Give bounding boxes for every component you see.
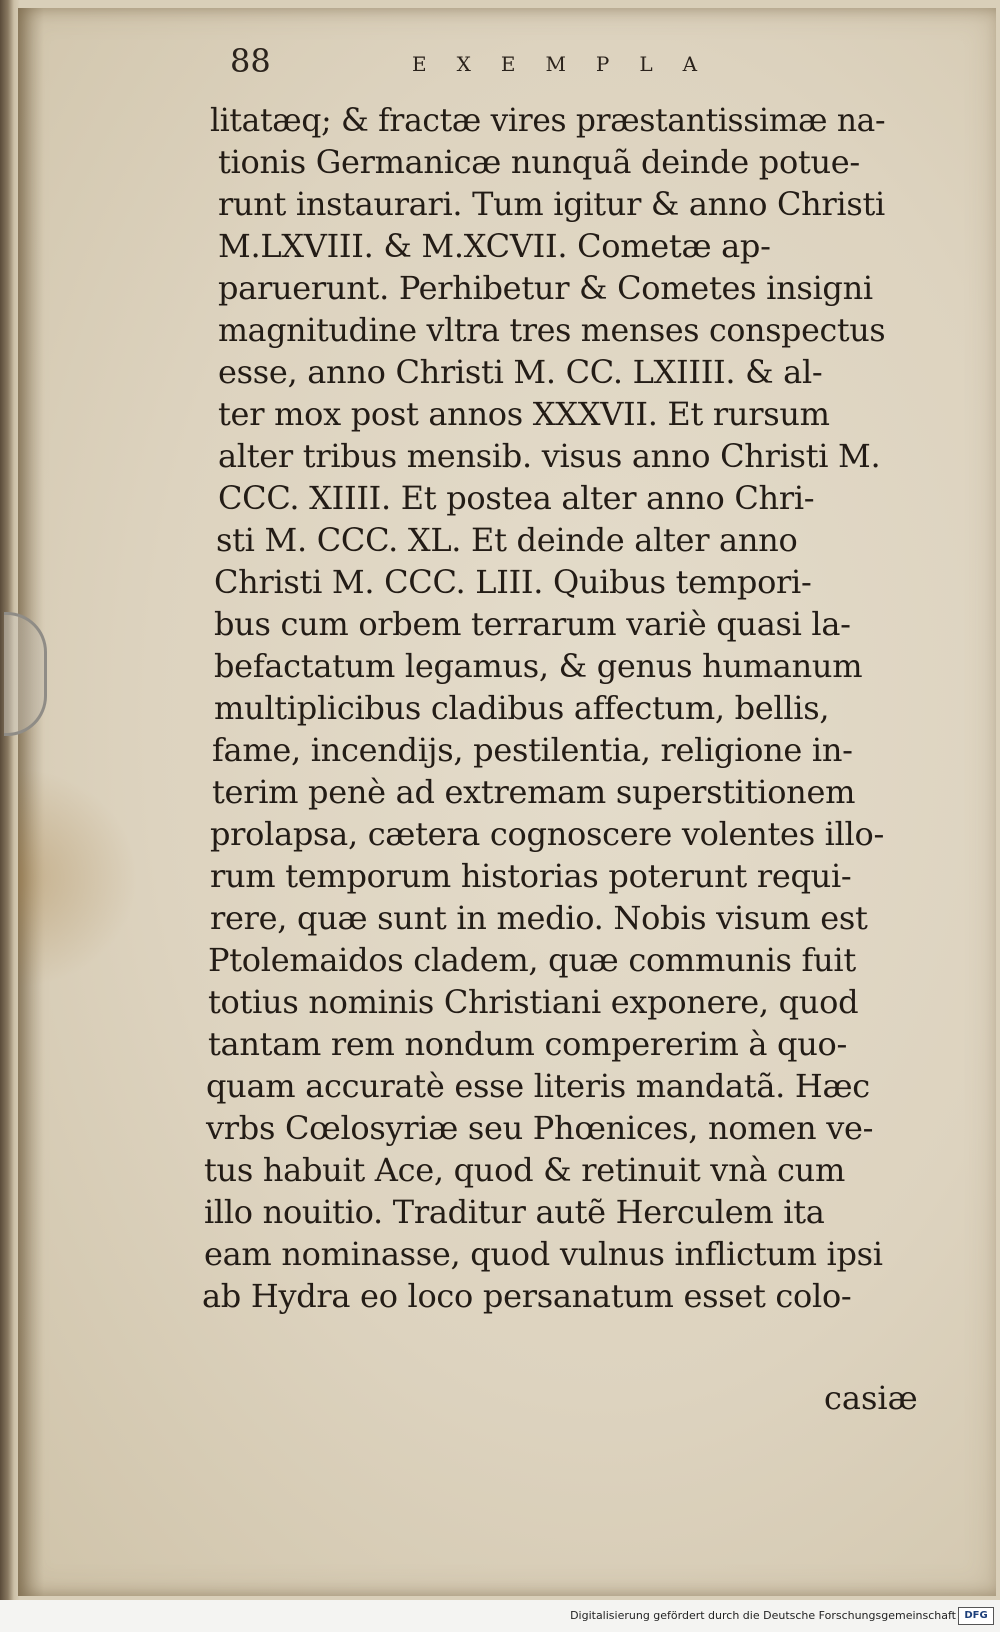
text-line: vrbs Cœlosyriæ seu Phœnices, nomen ve- (206, 1109, 874, 1147)
text-line: tionis Germanicæ nunquã deinde potue- (218, 143, 860, 181)
text-line: totius nominis Christiani exponere, quod (208, 983, 859, 1021)
text-line: rere, quæ sunt in medio. Nobis visum est (210, 899, 868, 937)
text-line: multiplicibus cladibus affectum, bellis, (214, 689, 830, 727)
text-line: runt instaurari. Tum igitur & anno Christi (218, 185, 885, 223)
text-line: magnitudine vltra tres menses conspectus (218, 311, 886, 349)
page-number: 88 (230, 42, 271, 80)
text-line: esse, anno Christi M. CC. LXIIII. & al- (218, 353, 823, 391)
text-line: Ptolemaidos cladem, quæ communis fuit (208, 941, 856, 979)
text-line: bus cum orbem terrarum variè quasi la- (214, 605, 851, 643)
running-title: EXEMPLA (412, 52, 728, 76)
text-line: CCC. XIIII. Et postea alter anno Chri- (218, 479, 815, 517)
text-line: prolapsa, cætera cognoscere volentes illo- (210, 815, 884, 853)
dfg-logo: DFG (958, 1607, 994, 1625)
text-line: ter mox post annos XXXVII. Et rursum (218, 395, 830, 433)
text-line: terim penè ad extremam superstitionem (212, 773, 856, 811)
text-line: eam nominasse, quod vulnus inflictum ipsi (204, 1235, 883, 1273)
text-line: quam accuratè esse literis mandatã. Hæc (206, 1067, 870, 1105)
text-line: fame, incendijs, pestilentia, religione in- (212, 731, 853, 769)
text-line: ab Hydra eo loco persanatum esset colo- (202, 1277, 852, 1315)
text-line: sti M. CCC. XL. Et deinde alter anno (216, 521, 798, 559)
text-line: rum temporum historias poterunt requi- (210, 857, 852, 895)
text-line: M.LXVIII. & M.XCVII. Cometæ ap- (218, 227, 771, 265)
footer-bar (0, 1600, 1000, 1632)
text-line: tantam rem nondum compererim à quo- (208, 1025, 848, 1063)
digitization-credit: Digitalisierung gefördert durch die Deutsche Forschungsgemeinschaft (570, 1609, 956, 1622)
text-line: tus habuit Ace, quod & retinuit vnà cum (204, 1151, 846, 1189)
catchword: casiæ (824, 1379, 918, 1417)
text-line: Christi M. CCC. LIII. Quibus tempori- (214, 563, 812, 601)
text-line: alter tribus mensib. visus anno Christi M. (218, 437, 881, 475)
text-line: illo nouitio. Traditur autẽ Herculem ita (204, 1193, 825, 1231)
text-line: paruerunt. Perhibetur & Cometes insigni (218, 269, 873, 307)
text-line: befactatum legamus, & genus humanum (214, 647, 863, 685)
text-line: litatæq; & fractæ vires præstantissimæ na- (210, 101, 886, 139)
